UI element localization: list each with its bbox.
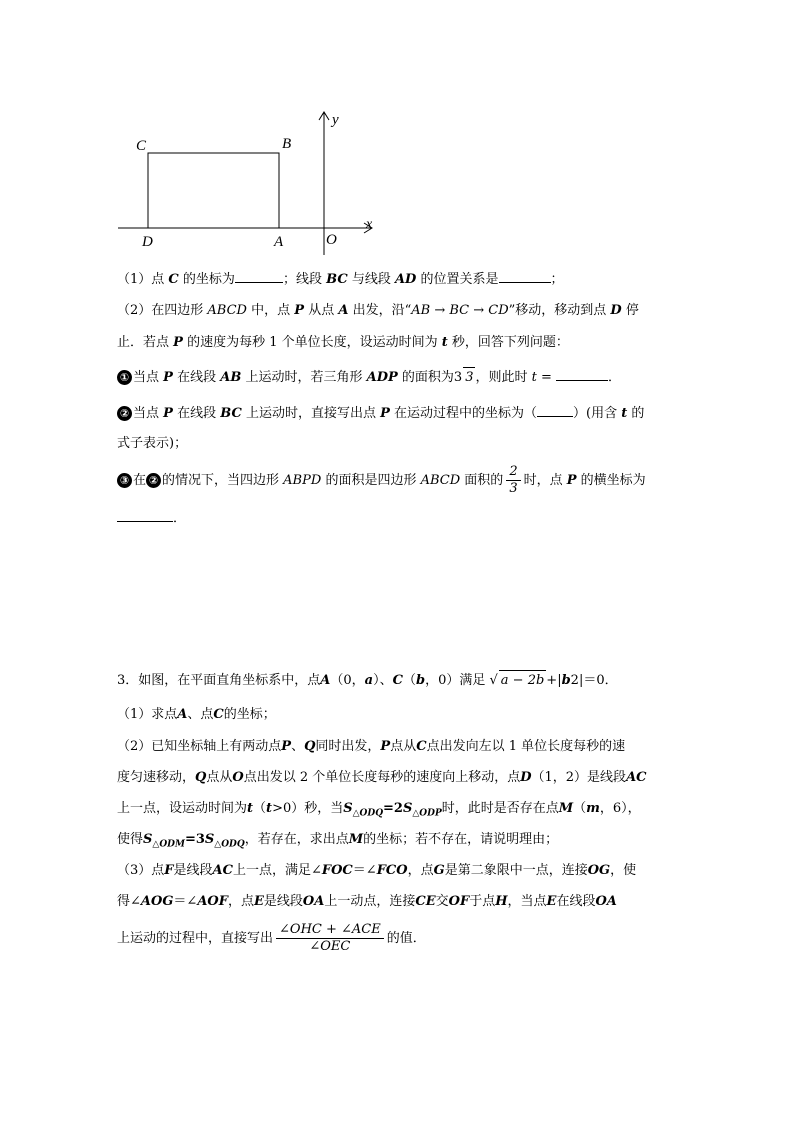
- q3-line5: 上一点，设运动时间为t（t>0）秒，当$S_{\triangle ODQ}=2S_{\triangle ODP}$时，此时是否存在点M（m，6），: [117, 801, 641, 819]
- answer-blank[interactable]: [499, 270, 551, 283]
- label-x: x: [366, 217, 373, 232]
- sqrt-expression: 3: [463, 367, 475, 388]
- q3-line6: 使得$S_{\triangle ODM}=3S_{\triangle ODQ}$，若存在，求出点M的坐标；若不存在，请说明理由；: [117, 832, 559, 850]
- q2-sub3-line2: ．: [117, 509, 186, 529]
- answer-blank[interactable]: [117, 509, 173, 522]
- q3-line3: （2）已知坐标轴上有两动点P、Q同时出发，P点从C点出发向左以 1 单位长度每秒的速: [117, 739, 626, 754]
- rectangle-abcd: [148, 153, 279, 228]
- circled-number-2: ②: [117, 406, 132, 421]
- fraction-angle-expression: $\frac{\text{∠OHC + ∠ACE}}{\text{∠OEC}}$: [276, 922, 384, 955]
- fraction-two-thirds: $\frac{2}{3}$: [506, 464, 520, 497]
- label-o: O: [326, 232, 337, 248]
- label-y: y: [332, 112, 339, 128]
- answer-blank[interactable]: [235, 270, 283, 283]
- q3-line8: 得∠AOG＝∠AOF，点E是线段OA上一动点，连接CE交OF于点H，当点E在线段OA: [117, 894, 617, 909]
- q3-line2: （1）求点A、点C的坐标；: [117, 707, 276, 722]
- circled-number-2-ref: ②: [146, 473, 161, 488]
- label-c: C: [136, 138, 147, 154]
- label-a: A: [274, 234, 284, 250]
- q2-sub2-line2: 式子表示)；: [117, 436, 188, 451]
- q3-line9: 上运动的过程中，直接写出 $\frac{\text{∠OHC + ∠ACE}}{\text{∠OEC}}$ 的值．: [117, 922, 426, 954]
- answer-blank[interactable]: [556, 368, 608, 381]
- circled-number-3: ③: [117, 473, 132, 488]
- q2-sub2-line1: ② 当点 P 在线段 BC 上运动时，直接写出点 P 在运动过程中的坐标为（ ）(用含 t 的: [117, 404, 644, 424]
- q2-sub1: ① 当点 P 在线段 AB 上运动时，若三角形 ADP 的面积为3 3 ，则此时 t = ．: [117, 367, 621, 388]
- q3-line1: 3．如图，在平面直角坐标系中，点A（0，a）、C（b，0）满足 √ a − 2b +|b2|＝0．: [117, 670, 618, 691]
- q2-part2-line2: 止．若点 P 的速度为每秒 1 个单位长度，设运动时间为 t 秒，回答下列问题：: [117, 335, 569, 350]
- q3-line4: 度匀速移动，Q点从O点出发以 2 个单位长度每秒的速度向上移动，点D（1，2）是线段AC: [117, 770, 647, 785]
- label-d: D: [142, 234, 153, 250]
- q2-part1: （1）点 C 的坐标为 ；线段 BC 与线段 AD 的位置关系是 ；: [117, 272, 564, 287]
- circled-number-1: ①: [117, 370, 132, 385]
- sqrt-expression: a − 2b: [499, 670, 547, 691]
- answer-blank[interactable]: [537, 404, 573, 417]
- label-b: B: [282, 136, 292, 152]
- coordinate-figure: [110, 100, 400, 265]
- q2-sub3-line1: ③ 在 ② 的情况下，当四边形 ABPD 的面积是四边形 ABCD 面积的 $\frac{2}{3}$ 时，点 P 的横坐标为: [117, 464, 646, 498]
- q2-part2-line1: （2）在四边形 ABCD 中，点 P 从点 A 出发，沿“AB → BC → CD”移动，移动到点 D 停: [117, 303, 639, 318]
- q3-line7: （3）点F是线段AC上一点，满足∠FOC＝∠FCO，点G是第二象限中一点，连接OG，使: [117, 863, 637, 878]
